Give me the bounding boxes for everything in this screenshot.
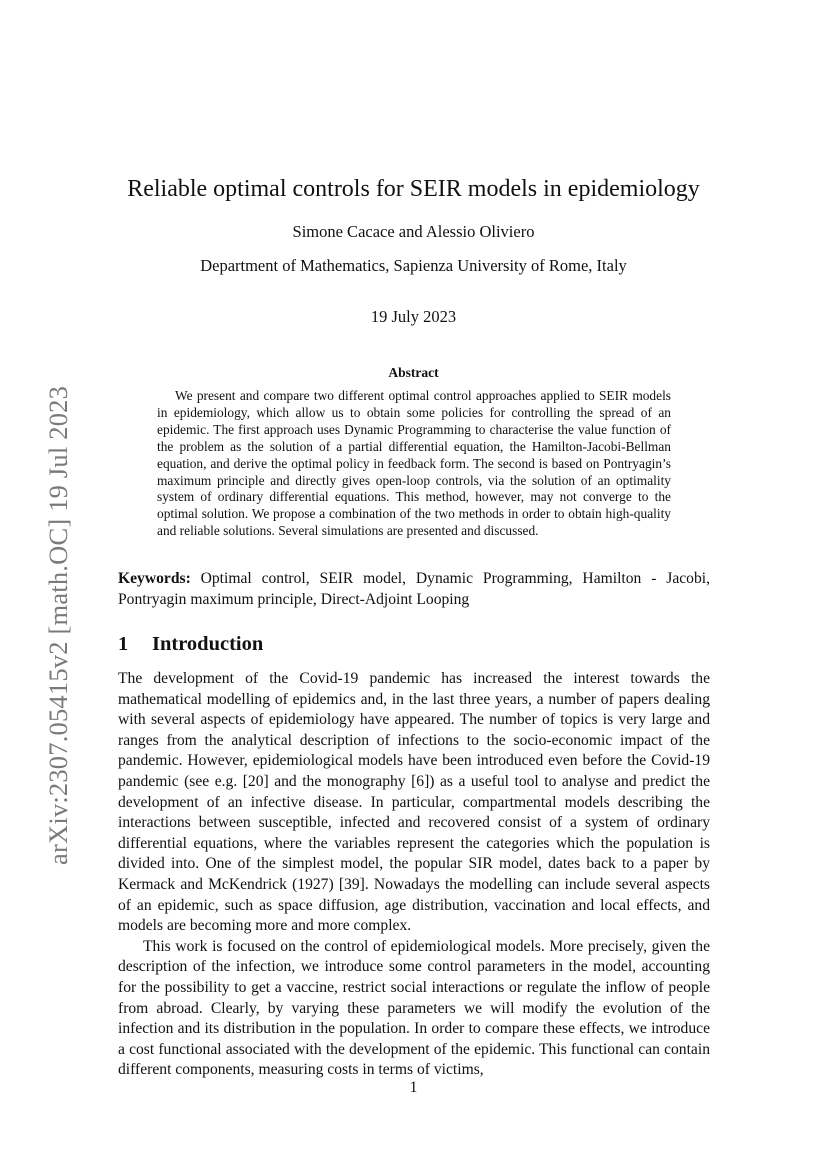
- paper-date: 19 July 2023: [370, 307, 457, 326]
- section-title: Introduction: [152, 633, 264, 655]
- paper-title: Reliable optimal controls for SEIR models in epidemiology: [127, 176, 700, 202]
- section-number: 1: [118, 633, 129, 655]
- paper-authors: Simone Cacace and Alessio Oliviero: [292, 222, 535, 241]
- abstract-text: We present and compare two different optimal control approaches applied to SEIR models in epidemiology, which allow us to obtain some policies for controlling the spread of an epidemic. The first approach uses Dynamic Programming to characterise the value function of the problem as the solution of a partial differential equation, the Hamilton-Jacobi-Bellman equation, and derive the optimal policy in feedback form. The second is based on Pontryagin’s maximum principle and directly gives open-loop controls, via the solution of an optimality system of ordinary differential equations. This method, however, may not converge to the optimal solution. We propose a combination of the two methods in order to obtain high-quality and reliable solutions. Several simulations are presented and discussed.: [157, 388, 671, 539]
- abstract-heading: Abstract: [388, 365, 439, 380]
- page-number: 1: [409, 1079, 418, 1096]
- arxiv-identifier-stamp: arXiv:2307.05415v2 [math.OC] 19 Jul 2023: [43, 385, 73, 865]
- keywords-label: Keywords:: [118, 570, 191, 587]
- paragraph: This work is focused on the control of epidemiological models. More precisely, given the description of the infection, we introduce some control parameters in the model, accounting for the possibility to get a vaccine, restrict social interactions or regulate the inflow of people from abroad. Clearly, by varying these parameters we will modify the evolution of the infection and its distribution in the population. In order to compare these effects, we introduce a cost functional associated with the development of the epidemic. This functional can contain different components, measuring costs in terms of victims,: [118, 937, 710, 1079]
- author-affiliation: Department of Mathematics, Sapienza University of Rome, Italy: [200, 256, 627, 275]
- keywords: [118, 569, 710, 610]
- introduction-body: [118, 669, 710, 1081]
- paragraph: The development of the Covid-19 pandemic has increased the interest towards the mathematical modelling of epidemics and, in the last three years, a number of papers dealing with several aspects of epidemiology have appeared. The number of topics is very large and ranges from the analytical description of infections to the socio-economic impact of the pandemic. However, epidemiological models have been introduced even before the Covid-19 pandemic (see e.g. [20] and the monography [6]) as a useful tool to analyse and predict the development of an infective disease. In particular, compartmental models describing the interactions between susceptible, infected and recovered consist of a system of ordinary differential equations, where the variables represent the categories which the population is divided into. One of the simplest model, the popular SIR model, dates back to a paper by Kermack and McKendrick (1927) [39]. Nowadays the modelling can include several aspects of an epidemic, such as space diffusion, age distribution, vaccination and local effects, and models are becoming more and more complex.: [118, 670, 710, 935]
- section-heading-introduction: [118, 631, 263, 657]
- keywords-text: Optimal control, SEIR model, Dynamic Programming, Hamilton - Jacobi, Pontryagin maximum principle, Direct-Adjoint Looping: [118, 570, 710, 608]
